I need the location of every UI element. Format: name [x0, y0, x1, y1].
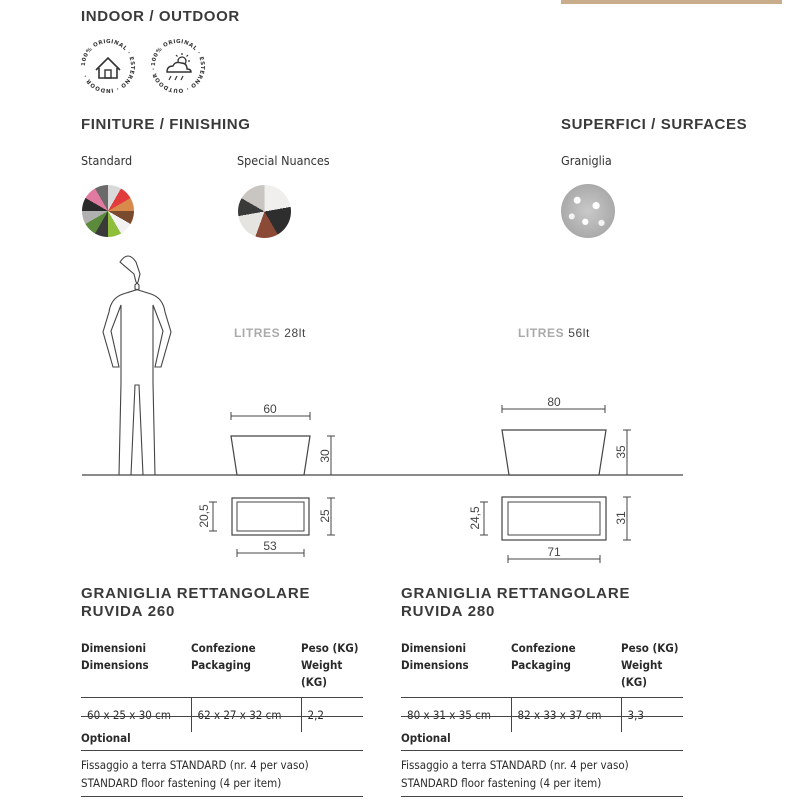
header-packaging: Confezione Packaging	[511, 641, 576, 672]
right-litres-key: LITRES	[518, 326, 565, 340]
surfaces-title: SUPERFICI / SURFACES	[561, 116, 748, 133]
indoor-outdoor-title: INDOOR / OUTDOOR	[81, 8, 240, 25]
value-dimensions: 60 x 25 x 30 cm	[81, 698, 191, 733]
value-weight: 2,2	[301, 698, 363, 733]
svg-text:100% ORIGINAL · ESTERNO · INDO: 100% ORIGINAL · ESTERNO · INDOOR ·	[80, 38, 136, 94]
left-width-top: 60	[263, 402, 277, 416]
left-litres-key: LITRES	[234, 326, 281, 340]
optional-text-260: Fissaggio a terra STANDARD (nr. 4 per vaso) STANDARD floor fastening (4 per item)	[81, 758, 309, 790]
value-weight: 3,3	[621, 698, 683, 733]
left-litres	[234, 326, 306, 340]
right-plan-depth-outer: 24,5	[468, 506, 482, 530]
right-plan-depth-inner: 31	[614, 511, 628, 525]
human-silhouette	[103, 256, 171, 475]
standard-color-swatch	[82, 185, 134, 237]
table-row	[401, 698, 683, 733]
right-width-top: 80	[547, 395, 561, 409]
svg-text:100% ORIGINAL · ESTERNO · OUTD: 100% ORIGINAL · ESTERNO · OUTDOOR ·	[150, 38, 206, 94]
technical-drawing	[0, 240, 800, 570]
right-pot-front	[502, 430, 606, 475]
finishing-standard-label: Standard	[81, 153, 133, 168]
optional-title-260: Optional	[81, 731, 131, 745]
right-litres	[518, 326, 590, 340]
header-weight: Peso (KG) Weight (KG)	[301, 641, 359, 689]
product-title-280: GRANIGLIA RETTANGOLARE RUVIDA 280	[401, 585, 631, 620]
header-dimensions: Dimensioni Dimensions	[401, 641, 469, 672]
header-dimensions: Dimensioni Dimensions	[81, 641, 149, 672]
left-plan-depth-inner: 25	[318, 509, 332, 523]
table-row	[81, 698, 363, 733]
finishing-title: FINITURE / FINISHING	[81, 116, 251, 133]
right-litres-value: 56lt	[568, 326, 590, 340]
graniglia-texture-swatch	[561, 184, 615, 238]
right-pot-plan-inner	[508, 502, 600, 535]
spec-table-260	[81, 640, 363, 732]
right-height: 35	[614, 445, 628, 459]
accent-bar	[561, 0, 782, 4]
optional-text-280: Fissaggio a terra STANDARD (nr. 4 per vaso) STANDARD floor fastening (4 per item)	[401, 758, 629, 790]
value-packaging: 62 x 27 x 32 cm	[191, 698, 301, 733]
left-plan-width: 53	[263, 539, 277, 553]
left-pot-front	[231, 436, 310, 475]
spec-table-280	[401, 640, 683, 732]
surface-graniglia-label: Graniglia	[561, 153, 612, 168]
right-plan-width: 71	[547, 545, 561, 559]
header-packaging: Confezione Packaging	[191, 641, 256, 672]
left-litres-value: 28lt	[284, 326, 306, 340]
value-packaging: 82 x 33 x 37 cm	[511, 698, 621, 733]
weather-icon	[150, 38, 206, 94]
value-dimensions: 80 x 31 x 35 cm	[401, 698, 511, 733]
finishing-special-label: Special Nuances	[237, 153, 330, 168]
left-pot-plan-inner	[237, 502, 304, 531]
special-nuances-swatch	[238, 185, 291, 238]
left-height: 30	[318, 449, 332, 463]
house-icon	[80, 38, 136, 94]
optional-title-280: Optional	[401, 731, 451, 745]
left-plan-depth-outer: 20,5	[197, 504, 211, 528]
header-weight: Peso (KG) Weight (KG)	[621, 641, 679, 689]
product-title-260: GRANIGLIA RETTANGOLARE RUVIDA 260	[81, 585, 311, 620]
